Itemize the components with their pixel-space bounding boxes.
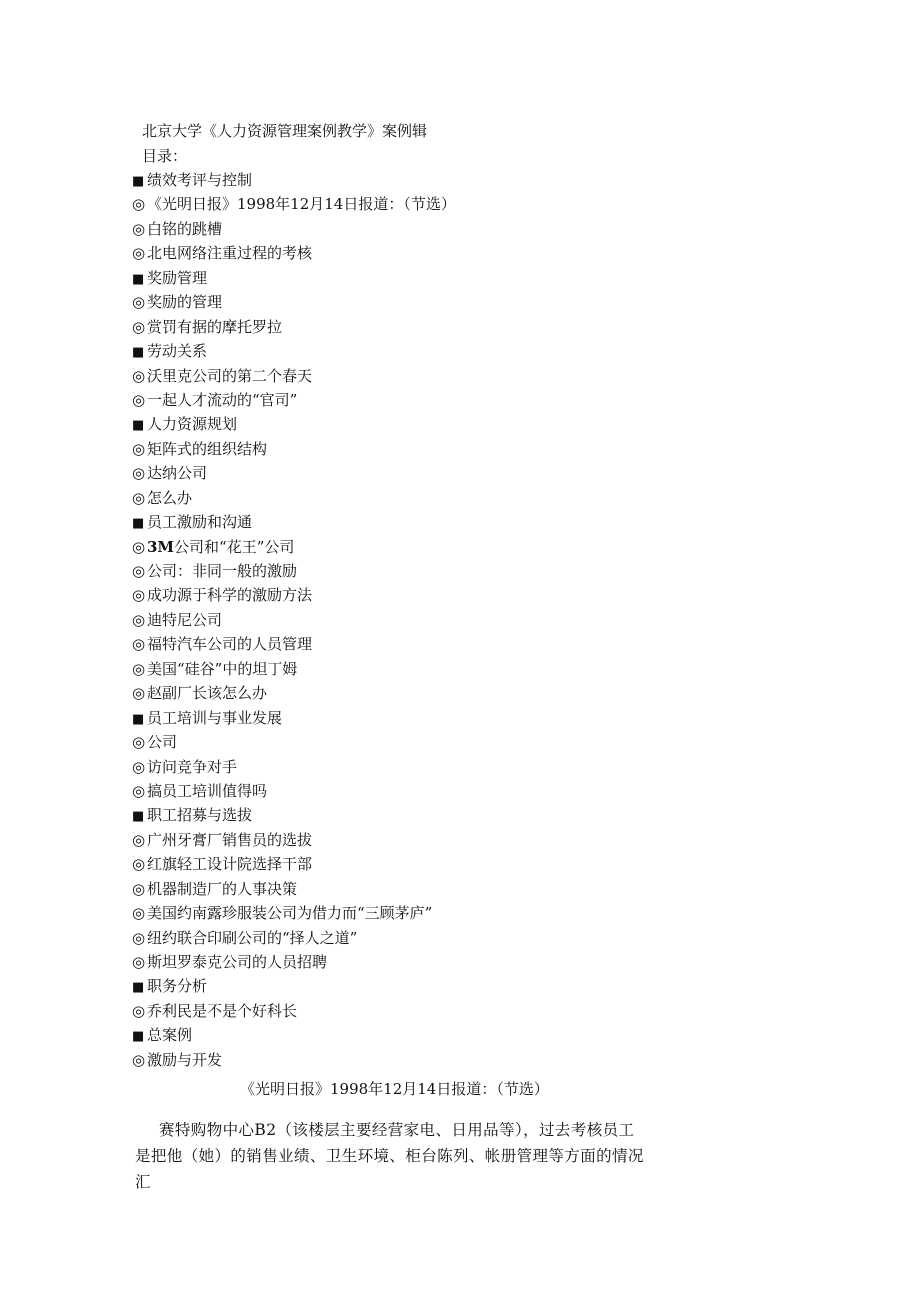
toc-entry-text: 斯坦罗泰克公司的人员招聘 xyxy=(147,953,328,971)
square-bullet-icon: ■ xyxy=(132,271,145,287)
toc-entry-text: 红旗轻工设计院选择干部 xyxy=(147,855,313,874)
toc-entry-text: 沃里克公司的第二个春天 xyxy=(147,366,313,385)
toc-entry-text: 搞员工培训值得吗 xyxy=(147,781,268,800)
toc-section xyxy=(132,168,456,192)
square-bullet-icon: ■ xyxy=(132,345,145,361)
toc-item xyxy=(132,852,456,876)
toc-entry-text: 奖励管理 xyxy=(147,268,208,287)
toc-item xyxy=(132,583,456,607)
table-of-contents xyxy=(132,168,456,1072)
toc-item xyxy=(132,217,456,241)
toc-item xyxy=(132,364,456,388)
toc-item xyxy=(132,950,456,974)
double-circle-bullet-icon: ◎ xyxy=(132,488,146,507)
double-circle-bullet-icon: ◎ xyxy=(132,610,146,629)
square-bullet-icon: ■ xyxy=(132,711,145,727)
toc-entry-text: 公司：非同一般的激励 xyxy=(147,562,298,580)
toc-section xyxy=(132,803,456,827)
toc-section xyxy=(132,266,456,290)
square-bullet-icon: ■ xyxy=(132,1029,145,1045)
toc-entry-text: 劳动关系 xyxy=(147,342,208,361)
toc-item xyxy=(132,632,456,656)
double-circle-bullet-icon: ◎ xyxy=(132,830,146,849)
toc-entry-text: 公司 xyxy=(147,733,178,752)
square-bullet-icon: ■ xyxy=(132,418,145,434)
square-bullet-icon: ■ xyxy=(132,809,145,825)
toc-item xyxy=(132,755,456,779)
double-circle-bullet-icon: ◎ xyxy=(132,757,146,776)
double-circle-bullet-icon: ◎ xyxy=(132,293,146,312)
toc-entry-text: 赵副厂长该怎么办 xyxy=(147,684,268,703)
toc-entry-text: 职务分析 xyxy=(147,977,208,996)
toc-entry-text: 纽约联合印刷公司的“择人之道” xyxy=(147,928,358,947)
square-bullet-icon: ■ xyxy=(132,516,145,532)
toc-item xyxy=(132,192,456,216)
toc-entry-text: 美国“硅谷”中的坦丁姆 xyxy=(147,659,298,678)
toc-entry-text: 员工激励和沟通 xyxy=(147,513,253,532)
double-circle-bullet-icon: ◎ xyxy=(132,733,146,752)
toc-item xyxy=(132,877,456,901)
toc-entry-text: 职工招募与选拔 xyxy=(147,806,253,825)
toc-item xyxy=(132,901,456,925)
double-circle-bullet-icon: ◎ xyxy=(132,195,146,214)
toc-entry-text: 人力资源规划 xyxy=(147,415,238,434)
double-circle-bullet-icon: ◎ xyxy=(132,219,146,238)
toc-entry-text: 达纳公司 xyxy=(147,464,208,483)
toc-entry-text: 广州牙膏厂销售员的选拔 xyxy=(147,830,313,849)
toc-entry-text: 怎么办 xyxy=(147,488,193,507)
double-circle-bullet-icon: ◎ xyxy=(132,562,146,580)
double-circle-bullet-icon: ◎ xyxy=(132,317,146,336)
double-circle-bullet-icon: ◎ xyxy=(132,390,146,409)
toc-section xyxy=(132,339,456,363)
toc-item xyxy=(132,999,456,1023)
toc-entry-text: 赏罚有据的摩托罗拉 xyxy=(147,317,283,336)
toc-entry-text: 乔利民是不是个好科长 xyxy=(147,1001,298,1020)
toc-item xyxy=(132,388,456,412)
double-circle-bullet-icon: ◎ xyxy=(132,537,146,556)
document-title: 北京大学《人力资源管理案例教学》案例辑 xyxy=(142,122,428,140)
toc-entry-text: 福特汽车公司的人员管理 xyxy=(147,635,313,654)
toc-item xyxy=(132,828,456,852)
toc-item xyxy=(132,315,456,339)
double-circle-bullet-icon: ◎ xyxy=(132,953,146,971)
toc-entry-text: 机器制造厂的人事决策 xyxy=(147,879,298,898)
toc-entry-text: 员工培训与事业发展 xyxy=(147,708,283,727)
toc-entry-text: 3M公司和“花王”公司 xyxy=(147,537,295,556)
article-title: 《光明日报》1998年12月14日报道：（节选） xyxy=(240,1080,549,1098)
toc-item xyxy=(132,486,456,510)
toc-entry-text: 奖励的管理 xyxy=(147,293,223,312)
toc-item xyxy=(132,290,456,314)
square-bullet-icon: ■ xyxy=(132,980,145,996)
toc-item xyxy=(132,779,456,803)
toc-item xyxy=(132,437,456,461)
toc-item xyxy=(132,926,456,950)
article-body: 赛特购物中心B2（该楼层主要经营家电、日用品等），过去考核员工是把他（她）的销售业绩、卫生环境、柜台陈列、帐册管理等方面的情况汇 xyxy=(135,1121,644,1191)
toc-item xyxy=(132,730,456,754)
double-circle-bullet-icon: ◎ xyxy=(132,1050,146,1069)
toc-item xyxy=(132,559,456,583)
toc-item xyxy=(132,608,456,632)
double-circle-bullet-icon: ◎ xyxy=(132,879,146,898)
toc-entry-text: 成功源于科学的激励方法 xyxy=(147,586,313,605)
toc-section xyxy=(132,510,456,534)
toc-label: 目录： xyxy=(142,147,188,165)
toc-entry-text: 白铭的跳槽 xyxy=(147,219,223,238)
toc-section xyxy=(132,974,456,998)
double-circle-bullet-icon: ◎ xyxy=(132,855,146,874)
toc-entry-text: 北电网络注重过程的考核 xyxy=(147,244,313,263)
toc-entry-text: 《光明日报》1998年12月14日报道：（节选） xyxy=(147,195,456,214)
double-circle-bullet-icon: ◎ xyxy=(132,904,146,923)
toc-item xyxy=(132,1048,456,1072)
toc-entry-text: 一起人才流动的“官司” xyxy=(147,390,298,409)
toc-entry-text: 激励与开发 xyxy=(147,1050,223,1069)
toc-item xyxy=(132,461,456,485)
double-circle-bullet-icon: ◎ xyxy=(132,928,146,947)
toc-entry-text: 绩效考评与控制 xyxy=(147,171,253,189)
toc-entry-text: 美国约南露珍服装公司为借力而“三顾茅庐” xyxy=(147,904,433,923)
double-circle-bullet-icon: ◎ xyxy=(132,439,146,458)
double-circle-bullet-icon: ◎ xyxy=(132,586,146,605)
toc-item xyxy=(132,535,456,559)
double-circle-bullet-icon: ◎ xyxy=(132,244,146,263)
double-circle-bullet-icon: ◎ xyxy=(132,659,146,678)
toc-entry-text: 访问竞争对手 xyxy=(147,757,238,776)
double-circle-bullet-icon: ◎ xyxy=(132,1001,146,1020)
toc-item xyxy=(132,241,456,265)
toc-entry-text: 总案例 xyxy=(147,1026,193,1045)
toc-item xyxy=(132,657,456,681)
double-circle-bullet-icon: ◎ xyxy=(132,684,146,703)
square-bullet-icon: ■ xyxy=(132,174,145,189)
toc-item xyxy=(132,681,456,705)
double-circle-bullet-icon: ◎ xyxy=(132,464,146,483)
double-circle-bullet-icon: ◎ xyxy=(132,366,146,385)
toc-section xyxy=(132,1023,456,1047)
toc-section xyxy=(132,412,456,436)
toc-entry-text: 矩阵式的组织结构 xyxy=(147,439,268,458)
double-circle-bullet-icon: ◎ xyxy=(132,781,146,800)
toc-entry-text: 迪特尼公司 xyxy=(147,610,223,629)
toc-section xyxy=(132,706,456,730)
double-circle-bullet-icon: ◎ xyxy=(132,635,146,654)
